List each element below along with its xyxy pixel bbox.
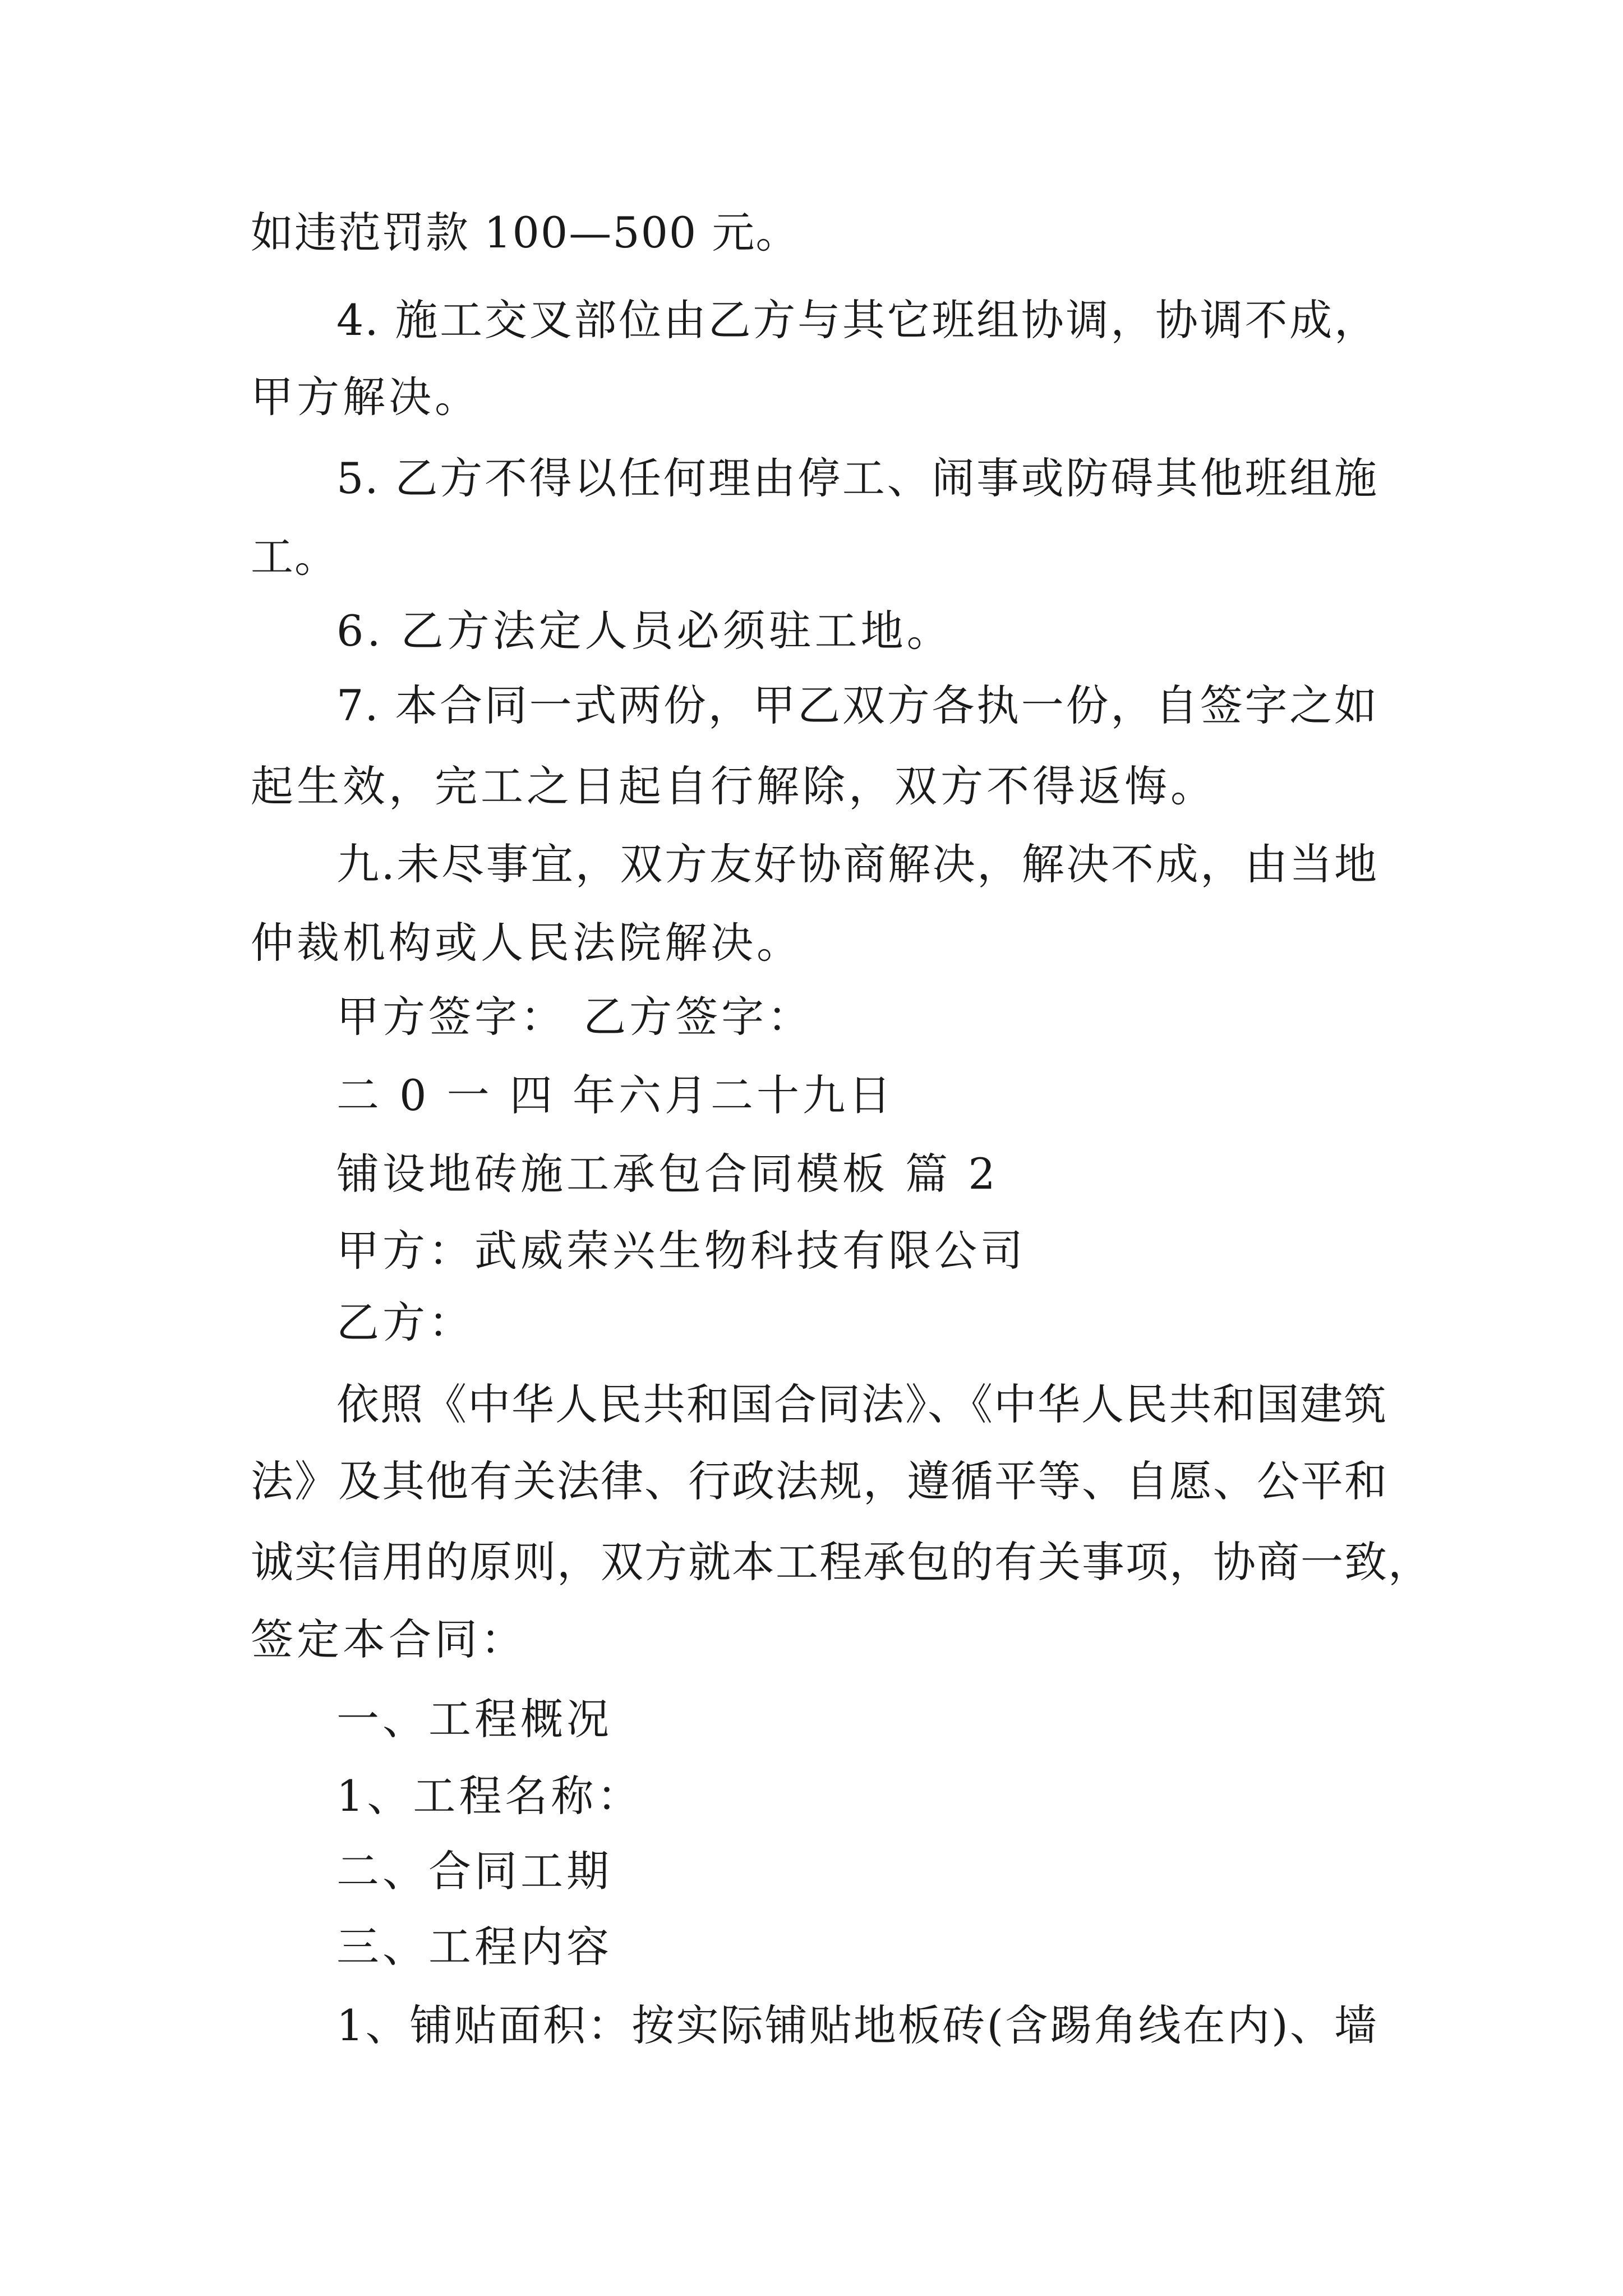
text-line: 1、铺贴面积：按实际铺贴地板砖(含踢角线在内)、墙 <box>336 2000 1378 2050</box>
text-line: 诚实信用的原则，双方就本工程承包的有关事项，协商一致， <box>251 1537 1432 1587</box>
signature-line: 甲方签字： 乙方签字： <box>336 992 814 1042</box>
text-line: 法》及其他有关法律、行政法规，遵循平等、自愿、公平和 <box>251 1456 1388 1506</box>
text-line: 九.未尽事宜，双方友好协商解决，解决不成，由当地 <box>336 839 1378 889</box>
text-line: 依照《中华人民共和国合同法》、《中华人民共和国建筑 <box>336 1379 1387 1429</box>
text-line: 甲方解决。 <box>251 372 481 422</box>
section-title: 铺设地砖施工承包合同模板 篇 2 <box>336 1149 999 1199</box>
section-heading: 一、工程概况 <box>336 1694 612 1744</box>
text-line: 起生效，完工之日起自行解除，双方不得返悔。 <box>251 761 1216 811</box>
text-line: 1、工程名称： <box>336 1771 643 1821</box>
text-line: 仲裁机构或人民法院解决。 <box>251 918 803 968</box>
text-line: 7. 本合同一式两份，甲乙双方各执一份，自签字之如 <box>336 680 1378 730</box>
section-heading: 三、工程内容 <box>336 1922 612 1972</box>
text-line: 4. 施工交叉部位由乙方与其它班组协调，协调不成， <box>336 295 1378 345</box>
party-b: 乙方： <box>336 1297 474 1347</box>
text-line: 签定本合同： <box>251 1614 527 1664</box>
section-heading: 二、合同工期 <box>336 1846 612 1896</box>
party-a: 甲方：武威荣兴生物科技有限公司 <box>336 1226 1026 1276</box>
date-line: 二 0 一 四 年六月二十九日 <box>336 1070 895 1120</box>
text-line: 如违范罚款 100—500 元。 <box>251 208 800 257</box>
text-line: 6. 乙方法定人员必须驻工地。 <box>336 606 953 656</box>
text-line: 5. 乙方不得以任何理由停工、闹事或防碍其他班组施 <box>336 453 1378 503</box>
text-line: 工。 <box>251 532 338 582</box>
